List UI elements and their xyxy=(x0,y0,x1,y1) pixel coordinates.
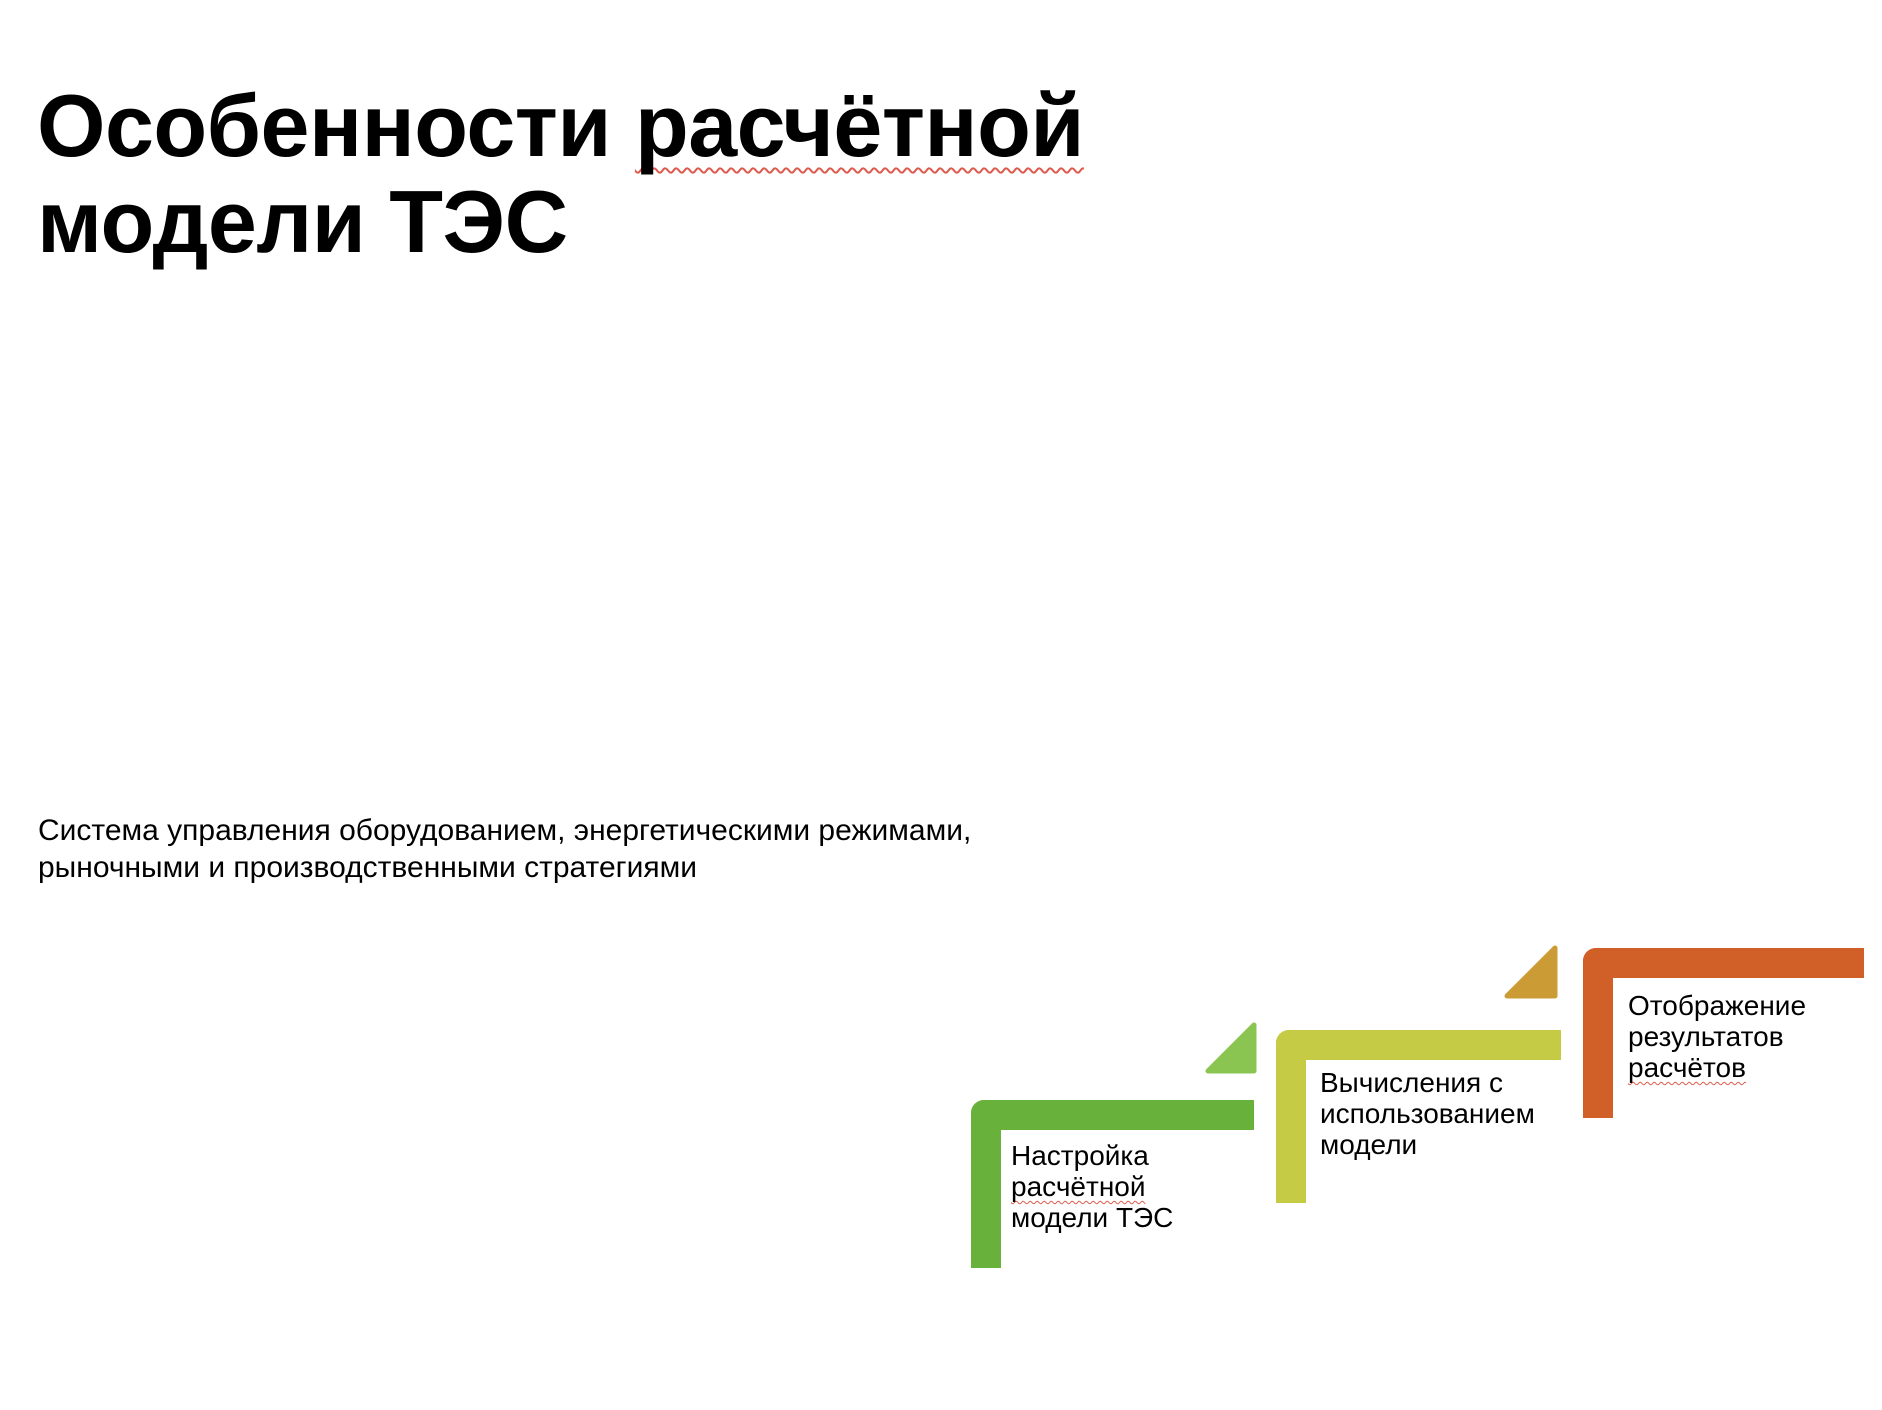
step-3-shape xyxy=(1583,948,1864,1118)
title-line-1 xyxy=(37,78,1084,174)
subtitle-line-2: рыночными и производственными стратегиями xyxy=(38,851,697,884)
step-2-line-1: Вычисления с xyxy=(1320,1067,1503,1098)
title-misspelled-word: расчётной xyxy=(634,76,1084,175)
subtitle-line-1: Система управления оборудованием, энергетическими режимами, xyxy=(38,814,972,847)
step-1-misspelled-word: расчётной xyxy=(1011,1171,1146,1202)
step-3-line-3 xyxy=(1628,1052,1864,1083)
step-1-shape xyxy=(971,1100,1254,1268)
step-connector-triangle-icon xyxy=(1205,1022,1257,1074)
step-connector-triangle-icon xyxy=(1504,945,1558,999)
title-line-2: модели ТЭС xyxy=(37,172,568,271)
step-2-label xyxy=(1306,1060,1561,1160)
title-text: Особенности xyxy=(37,76,635,175)
step-2-line-3: модели xyxy=(1320,1129,1418,1160)
step-2-line-2: использованием xyxy=(1320,1098,1535,1129)
step-3-label xyxy=(1613,978,1864,1083)
step-1-label xyxy=(1001,1130,1254,1233)
step-3-line-1: Отображение xyxy=(1628,990,1807,1021)
step-1-line-2 xyxy=(1011,1171,1254,1202)
step-2-shape xyxy=(1276,1030,1561,1203)
slide-subtitle xyxy=(38,812,971,886)
step-1-line-3: модели ТЭС xyxy=(1011,1202,1174,1233)
step-3-line-2: результатов xyxy=(1628,1021,1784,1052)
step-1-line-1: Настройка xyxy=(1011,1140,1149,1171)
step-3-misspelled-word: расчётов xyxy=(1628,1052,1746,1083)
slide-title xyxy=(37,78,1084,270)
